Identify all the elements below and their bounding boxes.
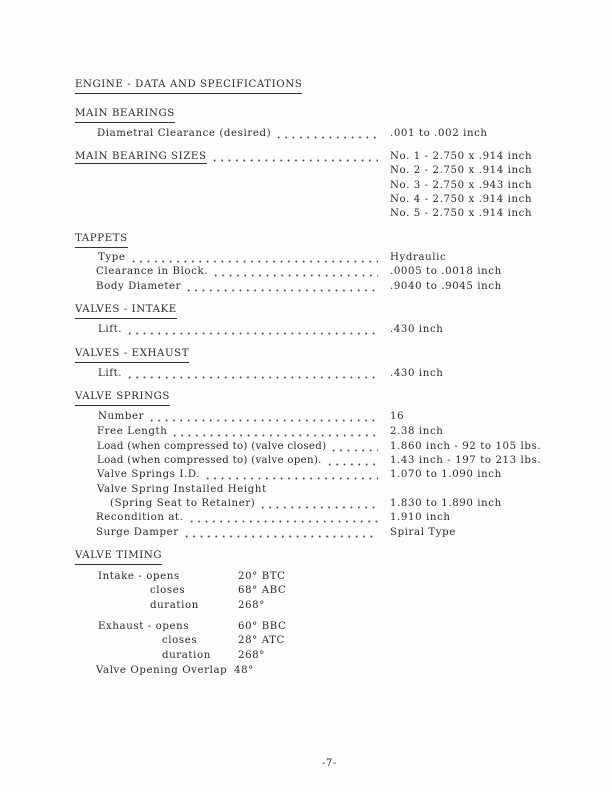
dot-leader bbox=[330, 440, 378, 454]
dot-leader bbox=[326, 454, 378, 468]
timing-value: 20° BTC bbox=[238, 571, 286, 582]
spec-label bbox=[97, 127, 378, 141]
spec-value: 16 bbox=[390, 411, 405, 422]
dot-leader bbox=[188, 511, 378, 525]
label-text: Diametral Clearance (desired) bbox=[97, 128, 272, 139]
heading-text: MAIN BEARING SIZES bbox=[75, 151, 207, 162]
spec-value: .430 inch bbox=[390, 324, 444, 335]
spec-value: Hydraulic bbox=[390, 252, 447, 263]
dot-leader bbox=[183, 526, 378, 540]
section-heading-valves-intake: VALVES - INTAKE bbox=[75, 303, 177, 319]
spec-value: Spiral Type bbox=[390, 527, 456, 538]
spec-value: .9040 to .9045 inch bbox=[390, 281, 502, 292]
label-text: Type bbox=[98, 252, 126, 263]
spec-value: 1.830 to 1.890 inch bbox=[390, 498, 502, 509]
label-text: Clearance in Block. bbox=[96, 266, 209, 277]
label-text: Valve Springs I.D. bbox=[97, 469, 201, 480]
label-text: Body Diameter bbox=[96, 281, 182, 292]
section-heading-valves-exhaust: VALVES - EXHAUST bbox=[75, 347, 189, 363]
label-text: Recondition at. bbox=[96, 512, 184, 523]
spec-value: 1.910 inch bbox=[390, 512, 451, 523]
spec-label bbox=[98, 323, 378, 337]
spec-value: 1.860 inch - 92 to 105 lbs. bbox=[390, 441, 542, 452]
bearing-size: No. 3 - 2.750 x .943 inch bbox=[390, 180, 533, 191]
spec-label bbox=[97, 440, 378, 454]
timing-label: duration bbox=[150, 600, 199, 611]
label-text: Lift. bbox=[98, 324, 123, 335]
dot-leader bbox=[171, 425, 378, 439]
spec-value: .0005 to .0018 inch bbox=[390, 266, 502, 277]
page-title: ENGINE - DATA AND SPECIFICATIONS bbox=[75, 78, 302, 94]
label-text: Load (when compressed to) (valve closed) bbox=[97, 441, 327, 452]
spec-label bbox=[96, 526, 378, 540]
timing-value: 28° ATC bbox=[238, 635, 285, 646]
spec-label bbox=[110, 497, 378, 511]
spec-value: 1.43 inch - 197 to 213 lbs. bbox=[390, 455, 542, 466]
spec-label bbox=[96, 511, 378, 525]
timing-value: 48° bbox=[234, 665, 254, 676]
dot-leader bbox=[126, 323, 378, 337]
timing-label: Valve Opening Overlap bbox=[96, 665, 228, 676]
page-number: -7- bbox=[322, 758, 337, 769]
dot-leader bbox=[275, 127, 378, 141]
bearing-size: No. 5 - 2.750 x .914 inch bbox=[390, 208, 533, 219]
timing-value: 268° bbox=[238, 600, 265, 611]
spec-value: .001 to .002 inch bbox=[390, 128, 488, 139]
label-text: (Spring Seat to Retainer) bbox=[110, 498, 256, 509]
label-text: Lift. bbox=[98, 368, 123, 379]
section-heading-main-bearings: MAIN BEARINGS bbox=[75, 107, 175, 123]
timing-label: Intake - opens bbox=[98, 571, 180, 582]
section-heading-main-bearing-sizes bbox=[75, 150, 378, 164]
bearing-size: No. 1 - 2.750 x .914 inch bbox=[390, 151, 533, 162]
label-text: Free Length bbox=[97, 426, 168, 437]
spec-label bbox=[98, 251, 378, 265]
timing-label: duration bbox=[162, 650, 211, 661]
spec-label bbox=[97, 425, 378, 439]
timing-label: closes bbox=[150, 585, 186, 596]
section-heading-valve-timing: VALVE TIMING bbox=[75, 549, 162, 565]
dot-leader bbox=[212, 265, 378, 279]
spec-label bbox=[98, 410, 378, 424]
label-text: Surge Damper bbox=[96, 527, 179, 538]
dot-leader bbox=[185, 280, 378, 294]
dot-leader bbox=[148, 410, 378, 424]
label-text: Number bbox=[98, 411, 145, 422]
dot-leader bbox=[204, 468, 378, 482]
dot-leader bbox=[130, 251, 378, 265]
timing-label: closes bbox=[162, 635, 198, 646]
timing-value: 60° BBC bbox=[238, 621, 287, 632]
spec-value: .430 inch bbox=[390, 368, 444, 379]
dot-leader bbox=[126, 367, 378, 381]
section-heading-valve-springs: VALVE SPRINGS bbox=[75, 390, 170, 406]
spec-label: Valve Spring Installed Height bbox=[97, 484, 267, 495]
spec-value: 1.070 to 1.090 inch bbox=[390, 469, 502, 480]
timing-label: Exhaust - opens bbox=[98, 621, 190, 632]
spec-label bbox=[97, 468, 378, 482]
dot-leader bbox=[259, 497, 378, 511]
timing-value: 68° ABC bbox=[238, 585, 287, 596]
spec-label bbox=[96, 280, 378, 294]
section-heading-tappets: TAPPETS bbox=[75, 232, 128, 248]
spec-label bbox=[96, 265, 378, 279]
label-text: Load (when compressed to) (valve open). bbox=[97, 455, 322, 466]
spec-label bbox=[97, 454, 378, 468]
spec-value: 2.38 inch bbox=[390, 426, 444, 437]
dot-leader bbox=[211, 150, 378, 164]
timing-value: 268° bbox=[238, 650, 265, 661]
spec-label bbox=[98, 367, 378, 381]
bearing-size: No. 2 - 2.750 x .914 inch bbox=[390, 165, 533, 176]
bearing-size: No. 4 - 2.750 x .914 inch bbox=[390, 194, 533, 205]
